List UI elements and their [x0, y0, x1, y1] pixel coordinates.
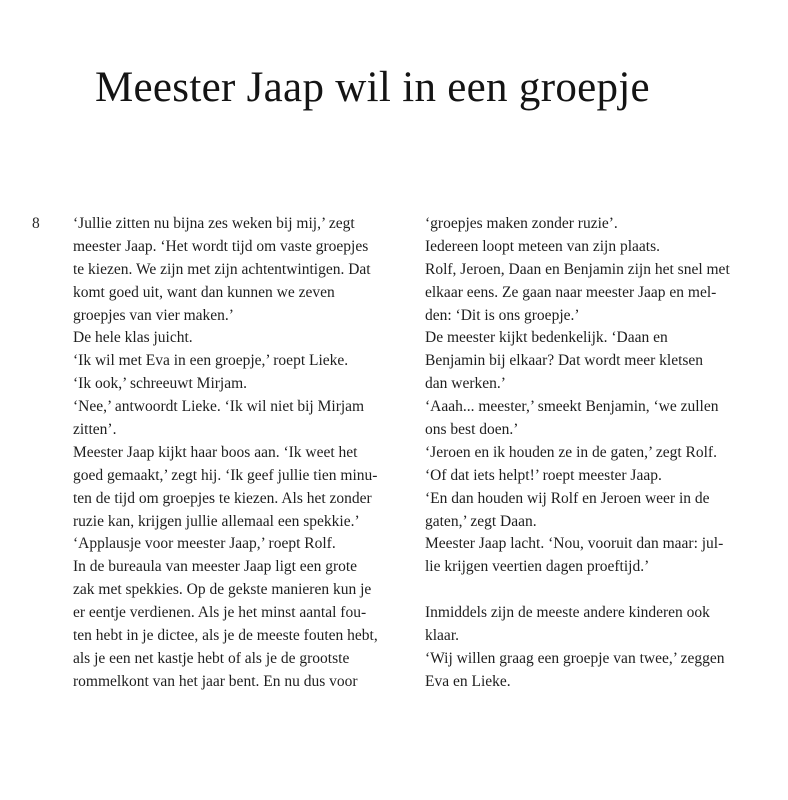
text-line: ‘Nee,’ antwoordt Lieke. ‘Ik wil niet bij Mirjam	[73, 398, 365, 416]
text-line: Eva en Lieke.	[425, 672, 511, 690]
text-line: Meester Jaap kijkt haar boos aan. ‘Ik weet het	[73, 443, 358, 461]
text-column-left	[73, 213, 398, 694]
text-line	[425, 579, 770, 602]
text-line: ‘Aaah... meester,’ smeekt Benjamin, ‘we zullen	[425, 398, 719, 416]
text-line: goed gemaakt,’ zegt hij. ‘Ik geef jullie tien minu-	[73, 466, 378, 484]
text-line: In de bureaula van meester Jaap ligt een grote	[73, 558, 358, 576]
text-line: te kiezen. We zijn met zijn achtentwintigen. Dat	[73, 260, 371, 278]
text-line: Iedereen loopt meteen van zijn plaats.	[425, 237, 660, 255]
text-line: ‘groepjes maken zonder ruzie’.	[425, 215, 618, 232]
text-line: ‘Of dat iets helpt!’ roept meester Jaap.	[425, 466, 662, 484]
text-line: komt goed uit, want dan kunnen we zeven	[73, 283, 335, 301]
text-line: Inmiddels zijn de meeste andere kinderen ook	[425, 604, 710, 622]
text-column-right	[425, 213, 770, 694]
text-line: zak met spekkies. Op de gekste manieren kun je	[73, 581, 372, 599]
text-line: ‘Applausje voor meester Jaap,’ roept Rolf.	[73, 535, 336, 553]
text-line: Rolf, Jeroen, Daan en Benjamin zijn het snel met	[425, 260, 730, 278]
text-line: elkaar eens. Ze gaan naar meester Jaap en mel-	[425, 283, 717, 301]
text-line: rommelkont van het jaar bent. En nu dus voor	[73, 672, 358, 690]
text-line: groepjes van vier maken.’	[73, 306, 234, 324]
text-line: ‘Jullie zitten nu bijna zes weken bij mij,’ zegt	[73, 215, 355, 232]
text-line: ons best doen.’	[425, 421, 519, 439]
text-line: klaar.	[425, 627, 459, 645]
text-line: meester Jaap. ‘Het wordt tijd om vaste groepjes	[73, 237, 369, 255]
text-line: zitten’.	[73, 421, 117, 439]
text-line: lie krijgen veertien dagen proeftijd.’	[425, 558, 650, 576]
text-line: ten hebt in je dictee, als je de meeste fouten hebt,	[73, 627, 378, 645]
text-line: als je een net kastje hebt of als je de grootste	[73, 649, 350, 667]
text-line: De meester kijkt bedenkelijk. ‘Daan en	[425, 329, 668, 347]
text-line: dan werken.’	[425, 375, 506, 393]
text-line: Benjamin bij elkaar? Dat wordt meer kletsen	[425, 352, 704, 370]
text-line: ten de tijd om groepjes te kiezen. Als het zonder	[73, 489, 372, 507]
text-line: ‘Jeroen en ik houden ze in de gaten,’ zegt Rolf.	[425, 443, 717, 461]
text-line: ‘Ik ook,’ schreeuwt Mirjam.	[73, 375, 248, 393]
text-line: ‘En dan houden wij Rolf en Jeroen weer in de	[425, 489, 710, 507]
text-line: ‘Ik wil met Eva in een groepje,’ roept Lieke.	[73, 352, 349, 370]
text-line: ‘Wij willen graag een groepje van twee,’ zeggen	[425, 649, 725, 667]
page-title: Meester Jaap wil in een groepje	[95, 64, 650, 111]
page-number: 8	[32, 215, 40, 232]
text-line: gaten,’ zegt Daan.	[425, 512, 537, 530]
text-line: er eentje verdienen. Als je het minst aantal fou-	[73, 604, 367, 622]
text-line: Meester Jaap lacht. ‘Nou, vooruit dan maar: jul-	[425, 535, 724, 553]
text-line: De hele klas juicht.	[73, 329, 193, 347]
text-line: ruzie kan, krijgen jullie allemaal een spekkie.’	[73, 512, 360, 530]
text-line: den: ‘Dit is ons groepje.’	[425, 306, 580, 324]
